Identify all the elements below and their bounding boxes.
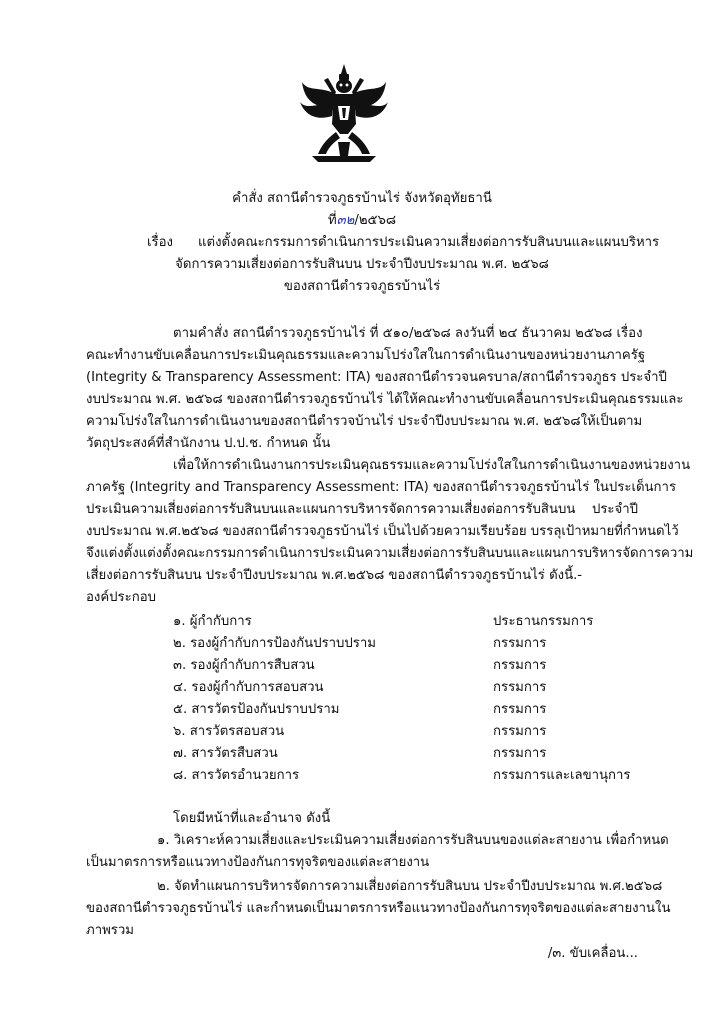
- order-title: คำสั่ง สถานีตำรวจภูธรบ้านไร่ จังหวัดอุทัยธานี: [232, 191, 492, 206]
- member-role: กรรมการ: [493, 636, 547, 651]
- paragraph-1-line: ตามคำสั่ง สถานีตำรวจภูธรบ้านไร่ ที่ ๕๑๐/๒๕๖๘ ลงวันที่ ๒๔ ธันวาคม ๒๕๖๘ เรื่อง: [173, 326, 643, 341]
- duty-2-line: ของสถานีตำรวจภูธรบ้านไร่ และกำหนดเป็นมาตรการหรือแนวทางป้องกันการทุจริตของแต่ละสายงานใน: [86, 901, 671, 916]
- member-name: ๔. รองผู้กำกับการสอบสวน: [173, 680, 324, 695]
- member-role: กรรมการ: [493, 746, 547, 761]
- subject-label: เรื่อง: [147, 235, 173, 250]
- paragraph-1-line: คณะทำงานขับเคลื่อนการประเมินคุณธรรมและความโปร่งใสในการดำเนินงานของหน่วยงานภาครัฐ: [86, 348, 646, 363]
- member-name: ๒. รองผู้กำกับการป้องกันปราบปราม: [173, 636, 376, 651]
- member-role: กรรมการ: [493, 658, 547, 673]
- garuda-emblem-icon: [298, 62, 390, 166]
- member-name: ๕. สารวัตรป้องกันปราบปราม: [173, 702, 340, 717]
- duty-2-line: ๒. จัดทำแผนการบริหารจัดการความเสี่ยงต่อการรับสินบน ประจำปีงบประมาณ พ.ศ.๒๕๖๘: [157, 879, 663, 894]
- paragraph-1-line: วัตถุประสงค์ที่สำนักงาน ป.ป.ช. กำหนด นั้น: [86, 436, 331, 451]
- subject-line: แต่งตั้งคณะกรรมการดำเนินการประเมินความเสี่ยงต่อการรับสินบนและแผนบริหาร: [198, 235, 660, 250]
- duties-intro: โดยมีหน้าที่และอำนาจ ดังนี้: [173, 811, 331, 826]
- order-number-prefix: ที่: [327, 213, 337, 228]
- member-name: ๗. สารวัตรสืบสวน: [173, 746, 278, 761]
- order-number-handwritten: ๓๒: [336, 213, 355, 228]
- paragraph-1-line: ความโปร่งใสในการดำเนินงานของสถานีตำรวจบ้านไร่ ประจำปีงบประมาณ พ.ศ. ๒๕๖๘ให้เป็นตาม: [86, 414, 643, 429]
- composition-label: องค์ประกอบ: [86, 590, 156, 605]
- member-role: ประธานกรรมการ: [493, 614, 594, 629]
- duty-2-line: ภาพรวม: [86, 923, 134, 938]
- member-role: กรรมการ: [493, 680, 547, 695]
- paragraph-2-line: ประเมินความเสี่ยงต่อการรับสินบนและแผนการบริหารจัดการความเสี่ยงต่อการรับสินบน ประจำปี: [86, 502, 638, 517]
- duty-1-line: ๑. วิเคราะห์ความเสี่ยงและประเมินความเสี่ยงต่อการรับสินบนของแต่ละสายงาน เพื่อกำหนด: [157, 833, 669, 848]
- member-role: กรรมการ: [493, 702, 547, 717]
- member-role: กรรมการ: [493, 724, 547, 739]
- member-name: ๖. สารวัตรสอบสวน: [173, 724, 285, 739]
- duty-1-line: เป็นมาตรการหรือแนวทางป้องกันการทุจริตของแต่ละสายงาน: [86, 855, 430, 870]
- member-name: ๓. รองผู้กำกับการสืบสวน: [173, 658, 315, 673]
- paragraph-1-line: (Integrity & Transparency Assessment: ITA) ของสถานีตำรวจนครบาล/สถานีตำรวจภูธร ประจำปี: [86, 370, 667, 385]
- paragraph-2-line: ภาครัฐ (Integrity and Transparency Assessment: ITA) ของสถานีตำรวจภูธรบ้านไร่ ในประเด็นการ: [86, 480, 677, 495]
- paragraph-1-line: งบประมาณ พ.ศ. ๒๕๖๘ ของสถานีตำรวจภูธรบ้านไร่ ได้ให้คณะทำงานขับเคลื่อนการประเมินคุณธรรมและ: [86, 392, 684, 407]
- paragraph-2-line: จึงแต่งตั้งแต่งตั้งคณะกรรมการดำเนินการประเมินความเสี่ยงต่อการรับสินบนและแผนการบริหารจัดการความ: [86, 546, 694, 561]
- paragraph-2-line: เพื่อให้การดำเนินงานการประเมินคุณธรรมและความโปร่งใสในการดำเนินงานของหน่วยงาน: [173, 458, 691, 473]
- member-role: กรรมการและเลขานุการ: [493, 768, 631, 783]
- order-number-suffix: /๒๕๖๘: [354, 213, 397, 228]
- paragraph-2-line: เสี่ยงต่อการรับสินบน ประจำปีงบประมาณ พ.ศ.๒๕๖๘ ของสถานีตำรวจภูธรบ้านไร่ ดังนี้.-: [86, 568, 583, 583]
- order-number: [0, 210, 724, 232]
- subject-line: ของสถานีตำรวจภูธรบ้านไร่: [283, 279, 441, 294]
- page-continuation: /๓. ขับเคลื่อน...: [547, 946, 638, 961]
- subject-line: จัดการความเสี่ยงต่อการรับสินบน ประจำปีงบประมาณ พ.ศ. ๒๕๖๘: [175, 257, 549, 272]
- member-name: ๘. สารวัตรอำนวยการ: [173, 768, 300, 783]
- paragraph-2-line: งบประมาณ พ.ศ.๒๕๖๘ ของสถานีตำรวจภูธรบ้านไร่ เป็นไปด้วยความเรียบร้อย บรรลุเป้าหมายที่กำหนดไว้: [86, 524, 679, 539]
- member-name: ๑. ผู้กำกับการ: [173, 614, 252, 629]
